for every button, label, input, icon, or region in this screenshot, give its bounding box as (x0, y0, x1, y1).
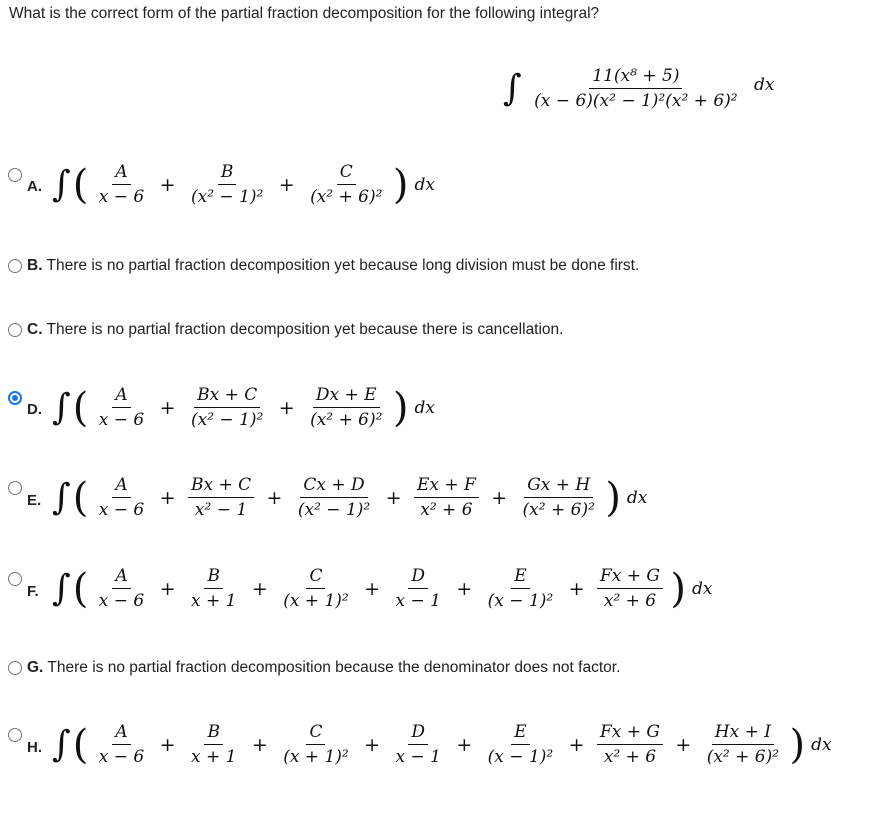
term-fraction (96, 566, 147, 611)
question-text: What is the correct form of the partial fraction decomposition for the following integral? (9, 5, 600, 22)
term-numerator: Hx + I (712, 722, 774, 745)
left-paren: ( (72, 565, 89, 612)
integrand-fraction (531, 66, 740, 111)
term-denominator: x + 1 (190, 747, 237, 767)
term-numerator: Bx + C (194, 385, 260, 408)
term-fraction (520, 475, 598, 520)
option-b-text: There is no partial fraction decomposition yet because long division must be done first. (46, 257, 640, 274)
term-fraction (280, 566, 352, 611)
term-numerator: D (408, 566, 428, 589)
integral-sign: ∫ (503, 67, 522, 109)
option-a-expression (52, 162, 435, 207)
term-denominator: (x + 1)² (283, 747, 349, 767)
radio-option-f[interactable] (8, 572, 22, 586)
radio-option-a[interactable] (8, 168, 22, 182)
term-fraction (96, 385, 147, 430)
plus-sign: + (251, 577, 268, 600)
term-numerator: Fx + G (597, 722, 663, 745)
term-fraction (597, 722, 663, 767)
term-fraction (188, 566, 239, 611)
integral-sign: ∫ (52, 476, 71, 518)
option-a-letter: A. (27, 178, 42, 195)
integral-sign: ∫ (52, 723, 71, 765)
term-numerator: E (511, 722, 529, 745)
right-paren: ) (670, 565, 686, 612)
left-paren: ( (72, 384, 89, 431)
term-denominator: x² + 6 (420, 500, 473, 520)
term-numerator: C (337, 162, 356, 185)
main-integral (503, 66, 774, 111)
radio-option-d[interactable] (8, 391, 22, 405)
plus-sign: + (675, 733, 692, 756)
term-numerator: B (204, 566, 223, 589)
option-b-letter: B. (27, 257, 43, 274)
term-denominator: x² + 6 (603, 747, 657, 767)
term-denominator: x − 6 (98, 591, 145, 611)
plus-sign: + (251, 733, 268, 756)
dx: dx (691, 578, 713, 599)
option-b (27, 257, 639, 275)
term-denominator: (x² + 6)² (522, 500, 595, 520)
option-g-text: There is no partial fraction decomposition because the denominator does not factor. (47, 659, 621, 676)
option-e-letter: E. (27, 492, 42, 509)
term-fraction (96, 475, 147, 520)
term-numerator: A (112, 385, 130, 408)
option-c (27, 321, 563, 339)
term-numerator: B (204, 722, 223, 745)
integral-sign: ∫ (52, 163, 71, 205)
term-fraction (280, 722, 352, 767)
option-d-expression (52, 385, 435, 430)
term-numerator: Cx + D (300, 475, 367, 498)
term-denominator: (x² − 1)² (190, 410, 264, 430)
term-numerator: Dx + E (313, 385, 380, 408)
term-denominator: (x² − 1)² (190, 187, 264, 207)
option-c-letter: C. (27, 321, 43, 338)
radio-option-e[interactable] (8, 481, 22, 495)
term-denominator: (x + 1)² (283, 591, 349, 611)
term-numerator: A (112, 722, 130, 745)
plus-sign: + (364, 733, 381, 756)
term-denominator: (x² + 6)² (706, 747, 780, 767)
term-denominator: x − 6 (98, 500, 145, 520)
term-denominator: x − 1 (395, 747, 441, 767)
right-paren: ) (392, 384, 409, 431)
term-fraction (188, 162, 266, 207)
plus-sign: + (385, 486, 402, 509)
radio-option-b[interactable] (8, 259, 22, 273)
term-numerator: A (112, 566, 130, 589)
term-denominator: x + 1 (190, 591, 237, 611)
term-numerator: C (306, 566, 325, 589)
left-paren: ( (72, 161, 89, 208)
plus-sign: + (159, 733, 176, 756)
plus-sign: + (456, 577, 473, 600)
option-c-text: There is no partial fraction decomposition yet because there is cancellation. (46, 321, 564, 338)
term-fraction (392, 722, 443, 767)
option-f-expression (52, 566, 712, 611)
term-fraction (188, 722, 239, 767)
term-denominator: (x − 1)² (487, 747, 554, 767)
integrand-numerator: 11(x⁸ + 5) (589, 66, 682, 89)
term-denominator: x² + 6 (603, 591, 657, 611)
term-denominator: (x² + 6)² (310, 187, 383, 207)
term-numerator: Fx + G (597, 566, 663, 589)
radio-option-c[interactable] (8, 323, 22, 337)
term-numerator: A (112, 162, 130, 185)
left-paren: ( (72, 721, 89, 768)
option-e-expression (52, 475, 647, 520)
dx: dx (414, 174, 435, 195)
term-fraction (414, 475, 479, 520)
term-numerator: Ex + F (414, 475, 479, 498)
term-denominator: (x² − 1)² (297, 500, 371, 520)
term-denominator: x − 6 (98, 410, 145, 430)
radio-option-g[interactable] (8, 661, 22, 675)
term-fraction (485, 566, 557, 611)
left-paren: ( (72, 474, 89, 521)
plus-sign: + (278, 173, 295, 196)
term-denominator: x − 1 (395, 591, 441, 611)
option-g (27, 659, 620, 677)
plus-sign: + (159, 396, 176, 419)
term-fraction (188, 385, 266, 430)
plus-sign: + (159, 577, 176, 600)
right-paren: ) (392, 161, 409, 208)
term-fraction (485, 722, 557, 767)
term-numerator: D (408, 722, 428, 745)
term-fraction (96, 722, 147, 767)
term-numerator: B (218, 162, 237, 185)
option-g-letter: G. (27, 659, 44, 676)
option-h-letter: H. (27, 739, 42, 756)
integral-sign: ∫ (52, 567, 71, 609)
plus-sign: + (568, 733, 585, 756)
plus-sign: + (364, 577, 381, 600)
term-fraction (188, 475, 254, 520)
term-denominator: x − 6 (98, 187, 145, 207)
option-f-letter: F. (27, 583, 39, 600)
integrand-dx: dx (754, 74, 775, 95)
plus-sign: + (568, 577, 585, 600)
plus-sign: + (278, 396, 295, 419)
term-denominator: (x − 1)² (487, 591, 554, 611)
term-fraction (392, 566, 443, 611)
integrand-denominator: (x − 6)(x² − 1)²(x² + 6)² (534, 91, 738, 111)
term-fraction (704, 722, 782, 767)
plus-sign: + (159, 173, 176, 196)
dx: dx (811, 734, 832, 755)
term-numerator: C (306, 722, 325, 745)
term-denominator: x − 6 (98, 747, 145, 767)
dx: dx (414, 397, 435, 418)
plus-sign: + (491, 486, 508, 509)
term-fraction (307, 385, 385, 430)
radio-option-h[interactable] (8, 728, 22, 742)
right-paren: ) (789, 721, 806, 768)
term-numerator: Bx + C (188, 475, 254, 498)
dx: dx (626, 487, 648, 508)
plus-sign: + (159, 486, 176, 509)
plus-sign: + (456, 733, 473, 756)
integral-sign: ∫ (52, 386, 71, 428)
option-h-expression (52, 722, 832, 767)
term-numerator: Gx + H (524, 475, 593, 498)
term-fraction (96, 162, 147, 207)
term-denominator: x² − 1 (194, 500, 248, 520)
term-fraction (307, 162, 385, 207)
term-numerator: E (511, 566, 529, 589)
term-numerator: A (112, 475, 130, 498)
plus-sign: + (266, 486, 283, 509)
term-fraction (295, 475, 373, 520)
option-d-letter: D. (27, 401, 42, 418)
term-denominator: (x² + 6)² (310, 410, 383, 430)
right-paren: ) (605, 474, 621, 521)
term-fraction (597, 566, 663, 611)
